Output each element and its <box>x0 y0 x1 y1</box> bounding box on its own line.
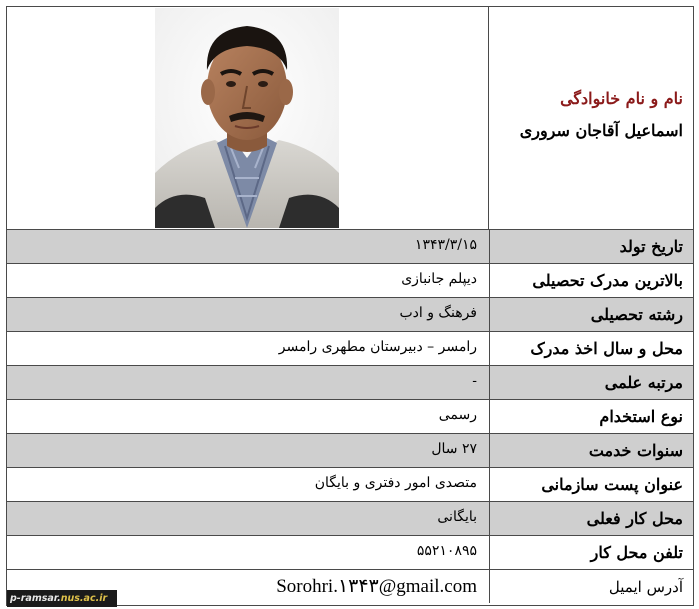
profile-sheet <box>6 6 694 606</box>
full-name: اسماعیل آقاجان سروری <box>519 121 683 140</box>
row-employment-type <box>7 400 693 434</box>
row-current-workplace <box>7 502 693 536</box>
row-value: ۲۷ سال <box>431 441 477 457</box>
site-watermark <box>7 590 117 607</box>
row-label: محل کار فعلی <box>489 502 693 535</box>
email-link[interactable]: Sorohri.۱۳۴۳@gmail.com <box>276 576 477 597</box>
row-highest-degree <box>7 264 693 298</box>
watermark-domain: nus.ac.ir <box>60 593 108 604</box>
row-label: آدرس ایمیل <box>489 570 693 603</box>
row-job-title <box>7 468 693 502</box>
row-label: تاریخ تولد <box>489 230 693 263</box>
row-years-of-service <box>7 434 693 468</box>
row-value: دیپلم جانبازی <box>401 271 477 287</box>
row-academic-rank <box>7 366 693 400</box>
name-cell <box>489 7 693 229</box>
name-heading: نام و نام خانوادگی <box>560 89 683 108</box>
row-value: متصدی امور دفتری و بایگان <box>314 475 477 491</box>
row-value: رسمی <box>438 407 477 423</box>
row-value: فرهنگ و ادب <box>399 305 477 321</box>
row-value: ۵۵۲۱۰۸۹۵ <box>416 543 477 559</box>
row-work-phone <box>7 536 693 570</box>
row-label: محل و سال اخذ مدرک <box>489 332 693 365</box>
row-value: بایگانی <box>437 509 477 525</box>
row-degree-place-year <box>7 332 693 366</box>
row-birth-date <box>7 230 693 264</box>
row-label: سنوات خدمت <box>489 434 693 467</box>
row-value: - <box>472 373 477 389</box>
info-table <box>7 230 693 603</box>
row-value: رامسر – دبیرستان مطهری رامسر <box>278 339 477 355</box>
profile-header <box>7 7 693 230</box>
row-label: مرتبه علمی <box>489 366 693 399</box>
watermark-prefix: p-ramsar. <box>10 593 61 604</box>
row-label: عنوان پست سازمانی <box>489 468 693 501</box>
row-label: رشته تحصیلی <box>489 298 693 331</box>
row-label: نوع استخدام <box>489 400 693 433</box>
profile-photo <box>155 8 339 228</box>
row-label: بالاترین مدرک تحصیلی <box>489 264 693 297</box>
row-label: تلفن محل کار <box>489 536 693 569</box>
row-value: ۱۳۴۳/۳/۱۵ <box>414 237 477 253</box>
row-field-of-study <box>7 298 693 332</box>
